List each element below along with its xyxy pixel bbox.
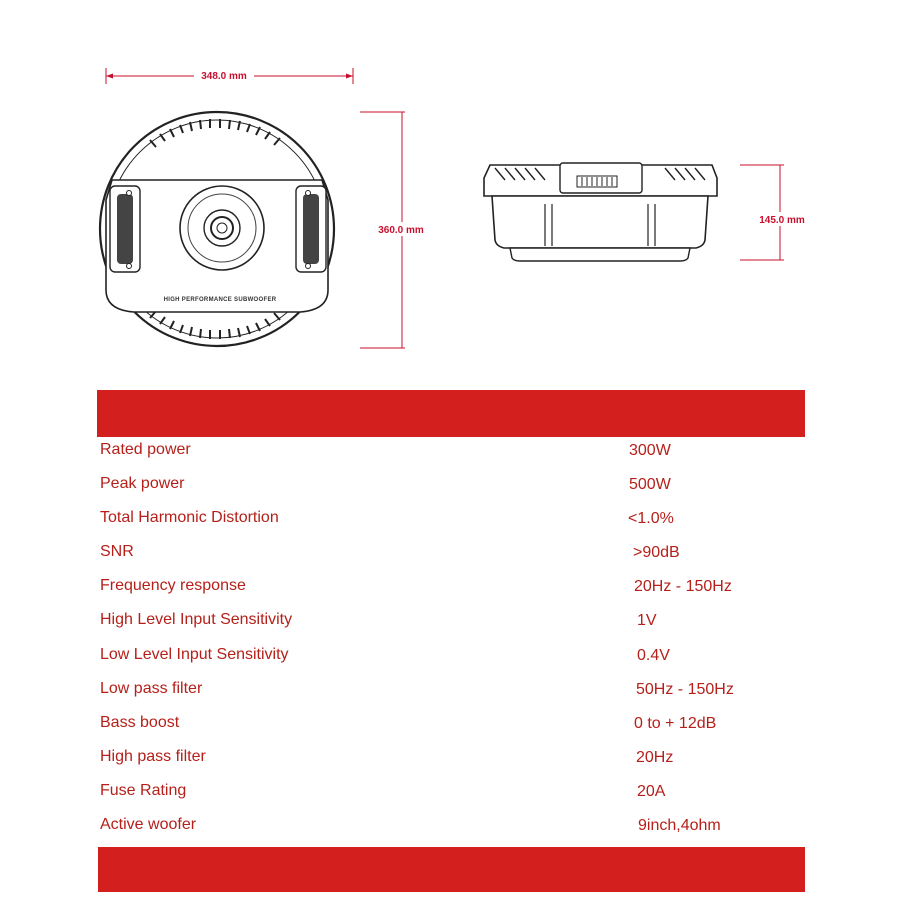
spec-label: SNR: [100, 543, 134, 561]
spec-value: 1V: [637, 612, 657, 630]
depth-label: 145.0 mm: [759, 215, 805, 226]
spec-label: High Level Input Sensitivity: [100, 611, 293, 629]
height-dimension: [360, 112, 430, 348]
spec-row: [0, 607, 907, 641]
spec-value: 20Hz: [636, 748, 674, 766]
product-label: HIGH PERFORMANCE SUBWOOFER: [163, 297, 277, 303]
spec-value: 300W: [629, 442, 671, 459]
spec-label: Total Harmonic Distortion: [100, 509, 279, 527]
spec-value: 50Hz - 150Hz: [636, 680, 734, 698]
spec-header-band: [97, 390, 805, 437]
height-label: 360.0 mm: [378, 225, 424, 236]
spec-row: [0, 573, 907, 607]
spec-label: Fuse Rating: [100, 781, 187, 799]
dimension-diagram: [0, 0, 907, 380]
spec-value: 0 to + 12dB: [634, 714, 717, 732]
spec-table: [0, 437, 907, 846]
subwoofer-side-view: [484, 163, 717, 261]
spec-label: High pass filter: [100, 747, 206, 765]
spec-value: 20Hz - 150Hz: [634, 578, 732, 596]
spec-label: Low pass filter: [100, 679, 203, 697]
spec-label: Peak power: [100, 475, 185, 493]
spec-value: <1.0%: [628, 510, 674, 528]
spec-label: Frequency response: [100, 577, 246, 595]
spec-row: [0, 505, 907, 539]
spec-footer-band: [98, 847, 805, 892]
width-label: 348.0 mm: [201, 71, 247, 82]
depth-dimension: [740, 165, 810, 260]
spec-row: [0, 642, 907, 676]
spec-value: 500W: [629, 476, 671, 494]
spec-row: [0, 676, 907, 710]
spec-label: Active woofer: [100, 816, 197, 834]
spec-row: [0, 778, 907, 812]
spec-value: >90dB: [633, 544, 680, 562]
subwoofer-front-view: [100, 112, 334, 346]
spec-row: [0, 710, 907, 744]
spec-value: 0.4V: [637, 646, 670, 664]
spec-label: Bass boost: [100, 713, 180, 731]
width-dimension: [106, 68, 353, 84]
spec-label: Rated power: [100, 441, 191, 458]
spec-row: [0, 437, 907, 471]
spec-row: [0, 539, 907, 573]
spec-label: Low Level Input Sensitivity: [100, 645, 289, 663]
spec-value: 20A: [637, 782, 666, 800]
spec-row: [0, 471, 907, 505]
spec-row: [0, 812, 907, 846]
spec-row: [0, 744, 907, 778]
spec-value: 9inch,4ohm: [638, 817, 721, 835]
